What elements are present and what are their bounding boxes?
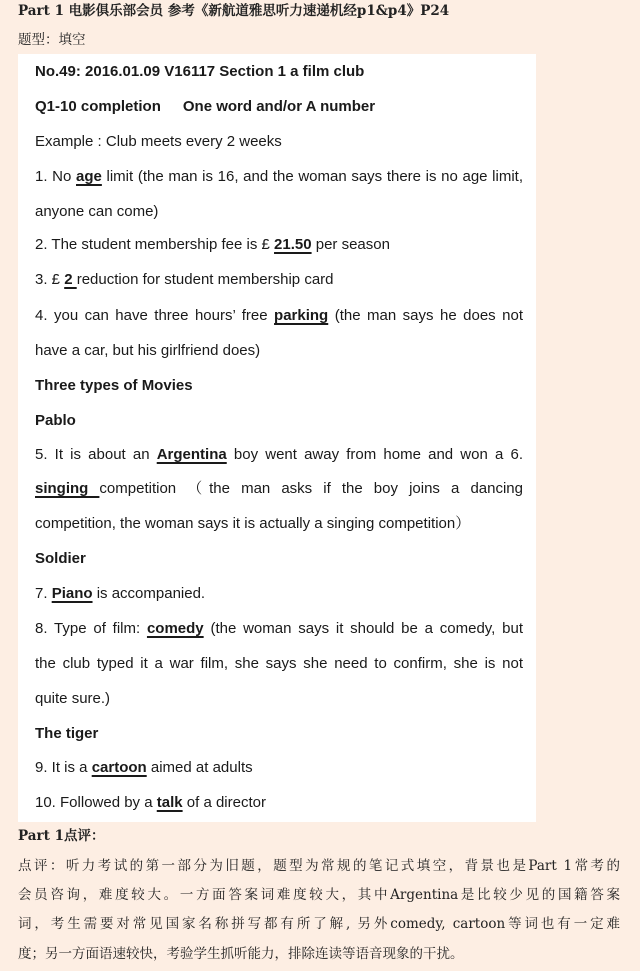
question-type: 题型：填空 bbox=[18, 32, 86, 48]
question-6-note: competition, the woman says it is actually a singing competition） bbox=[35, 515, 471, 532]
question-8: 8. Type of film: comedy (the woman says it should be a comedy, but bbox=[35, 620, 524, 637]
answer-5: Argentina bbox=[156, 446, 227, 463]
question-9: 9. It is a cartoon aimed at adults bbox=[35, 759, 253, 776]
review-title: Part 1点评： bbox=[18, 828, 105, 844]
review-line-4: 度；另一方面语速较快，考验学生抓听能力，排除连读等语音现象的干扰。 bbox=[18, 946, 464, 962]
test-id-line: No.49: 2016.01.09 V16117 Section 1 a film club bbox=[35, 63, 365, 80]
question-5: 5. It is about an Argentina boy went away from home and won a 6. bbox=[35, 446, 523, 463]
question-2: 2. The student membership fee is £ 21.50 per season bbox=[35, 236, 390, 253]
completion-heading bbox=[35, 95, 523, 119]
completion-rule: One word and/or A number bbox=[182, 98, 376, 115]
answer-box bbox=[18, 54, 536, 822]
movie-soldier: Soldier bbox=[35, 550, 86, 567]
answer-10: talk bbox=[156, 794, 183, 811]
answer-8: comedy bbox=[146, 620, 204, 637]
review-line-1: 点评：听力考试的第一部分为旧题，题型为常规的笔记式填空，背景也是Part 1常考的 bbox=[18, 858, 620, 874]
answer-2: 21.50 bbox=[274, 236, 312, 253]
movie-pablo: Pablo bbox=[35, 412, 76, 429]
question-3: 3. £ 2 reduction for student membership card bbox=[35, 271, 334, 288]
page-title: Part 1 电影俱乐部会员 参考《新航道雅思听力速递机经p1&p4》P24 bbox=[18, 3, 450, 19]
completion-label: Q1-10 completion bbox=[35, 98, 161, 115]
question-8-note-2: quite sure.) bbox=[35, 690, 111, 707]
answer-7: Piano bbox=[51, 585, 93, 602]
question-10: 10. Followed by a talk of a director bbox=[35, 794, 266, 811]
question-4: 4. you can have three hours’ free parking (the man says he does not bbox=[35, 307, 523, 324]
answer-1: age bbox=[76, 168, 102, 185]
answer-4: parking bbox=[274, 307, 329, 324]
question-6: singing competition （the man asks if the boy joins a dancing bbox=[35, 480, 523, 497]
question-7: 7. Piano is accompanied. bbox=[35, 585, 206, 602]
answer-3: 2 bbox=[64, 271, 77, 288]
review-line-2: 会员咨询，难度较大。一方面答案词难度较大，其中Argentina是比较少见的国籍答案 bbox=[18, 887, 620, 903]
review-line-3: 词，考生需要对常见国家名称拼写都有所了解, 另外comedy, cartoon等词也有一定难 bbox=[18, 916, 620, 932]
question-1-note: anyone can come) bbox=[35, 203, 159, 220]
answer-9: cartoon bbox=[91, 759, 147, 776]
example-line: Example : Club meets every 2 weeks bbox=[35, 133, 282, 150]
question-1: 1. No age limit (the man is 16, and the woman says there is no age limit, bbox=[35, 168, 523, 185]
question-4-note: have a car, but his girlfriend does) bbox=[35, 342, 261, 359]
question-8-note-1: the club typed it a war film, she says she need to confirm, she is not bbox=[35, 655, 523, 672]
movie-tiger: The tiger bbox=[35, 725, 99, 742]
answer-6: singing bbox=[35, 480, 100, 497]
section-movies: Three types of Movies bbox=[35, 377, 193, 394]
